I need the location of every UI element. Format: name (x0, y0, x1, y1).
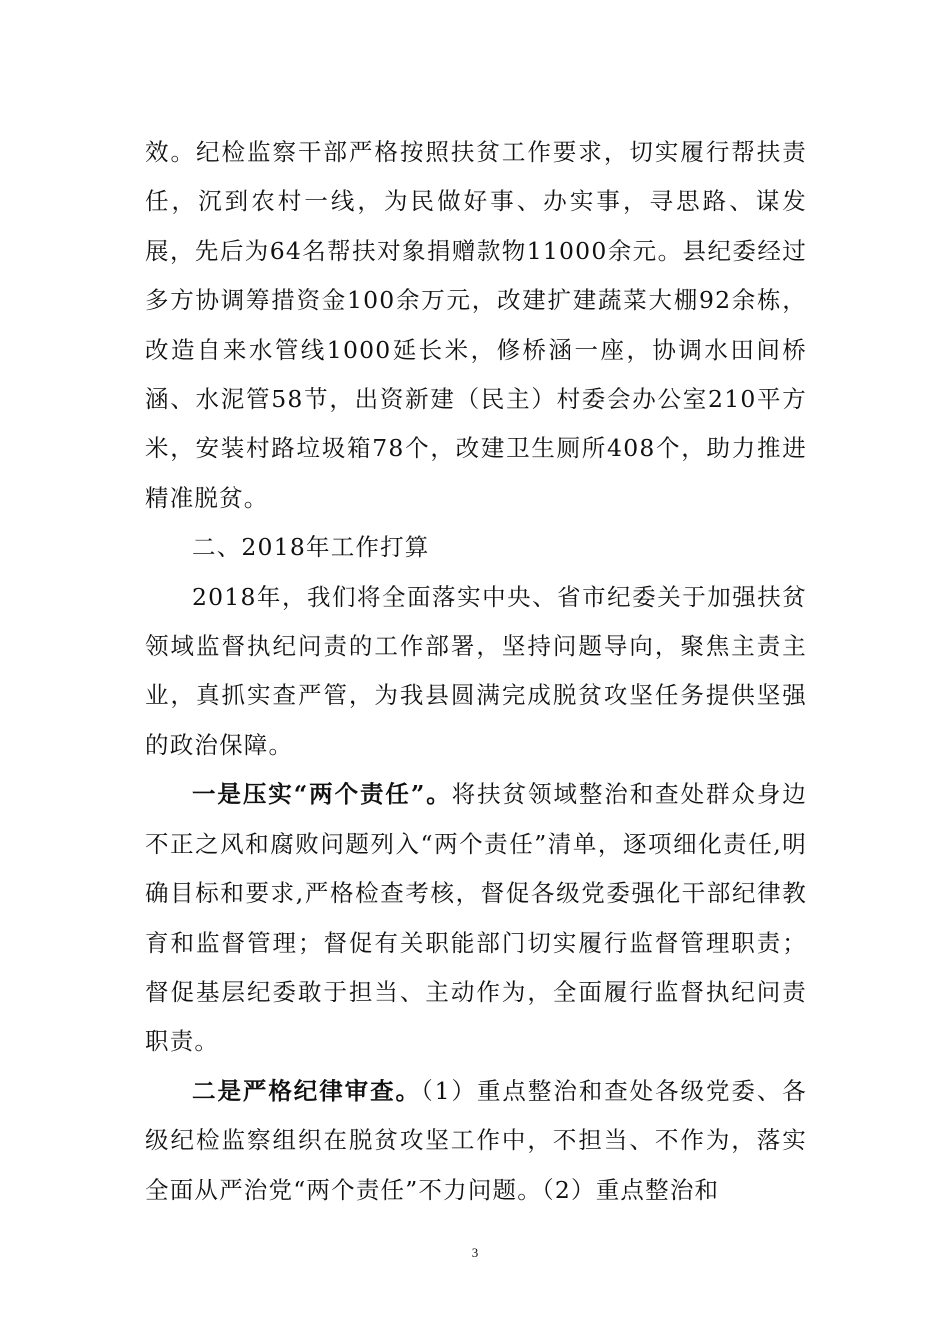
paragraph-plan-intro: 2018年，我们将全面落实中央、省市纪委关于加强扶贫领域监督执纪问责的工作部署，坚持问题导向，聚焦主责主业，真抓实查严管，为我县圆满完成脱贫攻坚任务提供坚强的政治保障。 (145, 582, 807, 759)
paragraph-continuation: 效。纪检监察干部严格按照扶贫工作要求，切实履行帮扶责任，沉到农村一线，为民做好事、办实事，寻思路、谋发展，先后为64名帮扶对象捐赠款物11000余元。县纪委经过多方协调筹措资金100余万元，改建扩建蔬菜大棚92余栋，改造自来水管线1000延长米，修桥涵一座，协调水田间桥涵、水泥管58节，出资新建（民主）村委会办公室210平方米，安装村路垃圾箱78个，改建卫生厕所408个，助力推进精准脱贫。 (145, 138, 807, 512)
section-heading: 二、2018年工作打算 (192, 533, 430, 562)
document-body (145, 128, 807, 1215)
paragraph-body: 将扶贫领域整治和查处群众身边不正之风和腐败问题列入“两个责任”清单，逐项细化责任,明确目标和要求,严格检查考核，督促各级党委强化干部纪律教育和监督管理；督促有关职能部门切实履行监督管理职责；督促基层纪委敢于担当、主动作为，全面履行监督执纪问责职责。 (145, 780, 807, 1056)
paragraph-lead: 二是严格纪律审查。 (192, 1076, 421, 1105)
paragraph-responsibility (145, 770, 807, 1066)
paragraph-body: （1）重点整治和查处各级党委、各级纪检监察组织在脱贫攻坚工作中，不担当、不作为，落实全面从严治党“两个责任”不力问题。（2）重点整治和 (145, 1076, 807, 1204)
paragraph-lead: 一是压实“两个责任”。 (192, 780, 452, 809)
paragraph-discipline-review (145, 1067, 807, 1215)
page-number: 3 (471, 1245, 479, 1260)
